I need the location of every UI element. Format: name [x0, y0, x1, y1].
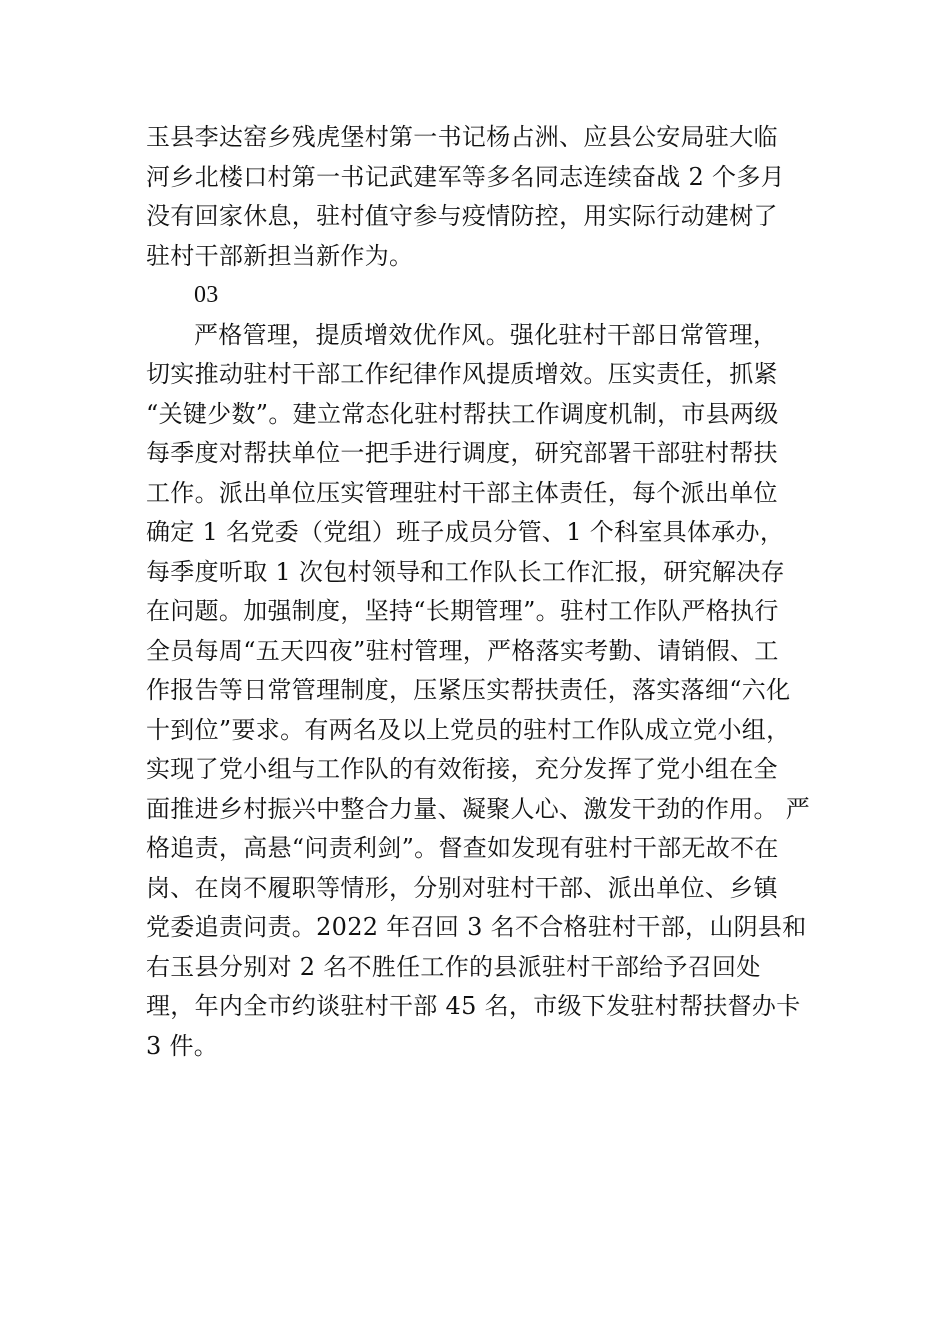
text-line: 每季度听取 1 次包村领导和工作队长工作汇报，研究解决存 — [146, 557, 785, 586]
text-line: 河乡北楼口村第一书记武建军等多名同志连续奋战 2 个多月 — [146, 162, 785, 191]
paragraph-1 — [146, 118, 816, 276]
text-line: 每季度对帮扶单位一把手进行调度，研究部署干部驻村帮扶 — [146, 439, 778, 467]
document-body — [146, 118, 816, 1066]
text-line: 3 件。 — [146, 1031, 219, 1060]
paragraph-2 — [146, 316, 816, 1067]
text-line: 右玉县分别对 2 名不胜任工作的县派驻村干部给予召回处 — [146, 952, 761, 981]
text-line: 没有回家休息，驻村值守参与疫情防控，用实际行动建树了 — [146, 202, 778, 230]
section-number: 03 — [194, 282, 219, 308]
text-line: 十到位”要求。有两名及以上党员的驻村工作队成立党小组， — [146, 715, 791, 744]
text-line: 严格管理，提质增效优作风。强化驻村干部日常管理， — [194, 320, 778, 349]
text-line: 确定 1 名党委（党组）班子成员分管、1 个科室具体承办， — [146, 518, 785, 546]
text-line: 党委追责问责。2022 年召回 3 名不合格驻村干部，山阴县和 — [146, 913, 807, 941]
text-line: 驻村干部新担当新作为。 — [146, 241, 414, 270]
text-line: 玉县李达窑乡残虎堡村第一书记杨占洲、应县公安局驻大临 — [146, 123, 778, 151]
text-line: 作报告等日常管理制度，压紧压实帮扶责任，落实落细“六化 — [146, 676, 791, 704]
text-line: 实现了党小组与工作队的有效衔接，充分发挥了党小组在全 — [146, 755, 778, 783]
text-line: 切实推动驻村干部工作纪律作风提质增效。压实责任，抓紧 — [146, 360, 778, 388]
text-line: 格追责，高悬“问责利剑”。督查如发现有驻村干部无故不在 — [146, 834, 779, 862]
text-line: 全员每周“五天四夜”驻村管理，严格落实考勤、请销假、工 — [146, 636, 779, 665]
text-line: 面推进乡村振兴中整合力量、凝聚人心、激发干劲的作用。 严 — [146, 794, 811, 823]
text-line: 理，年内全市约谈驻村干部 45 名，市级下发驻村帮扶督办卡 — [146, 992, 801, 1020]
text-line: “关键少数”。建立常态化驻村帮扶工作调度机制，市县两级 — [146, 399, 779, 428]
text-line: 岗、在岗不履职等情形，分别对驻村干部、派出单位、乡镇 — [146, 873, 778, 902]
text-line: 工作。派出单位压实管理驻村干部主体责任，每个派出单位 — [146, 478, 778, 507]
text-line: 在问题。加强制度，坚持“长期管理”。驻村工作队严格执行 — [146, 597, 779, 625]
